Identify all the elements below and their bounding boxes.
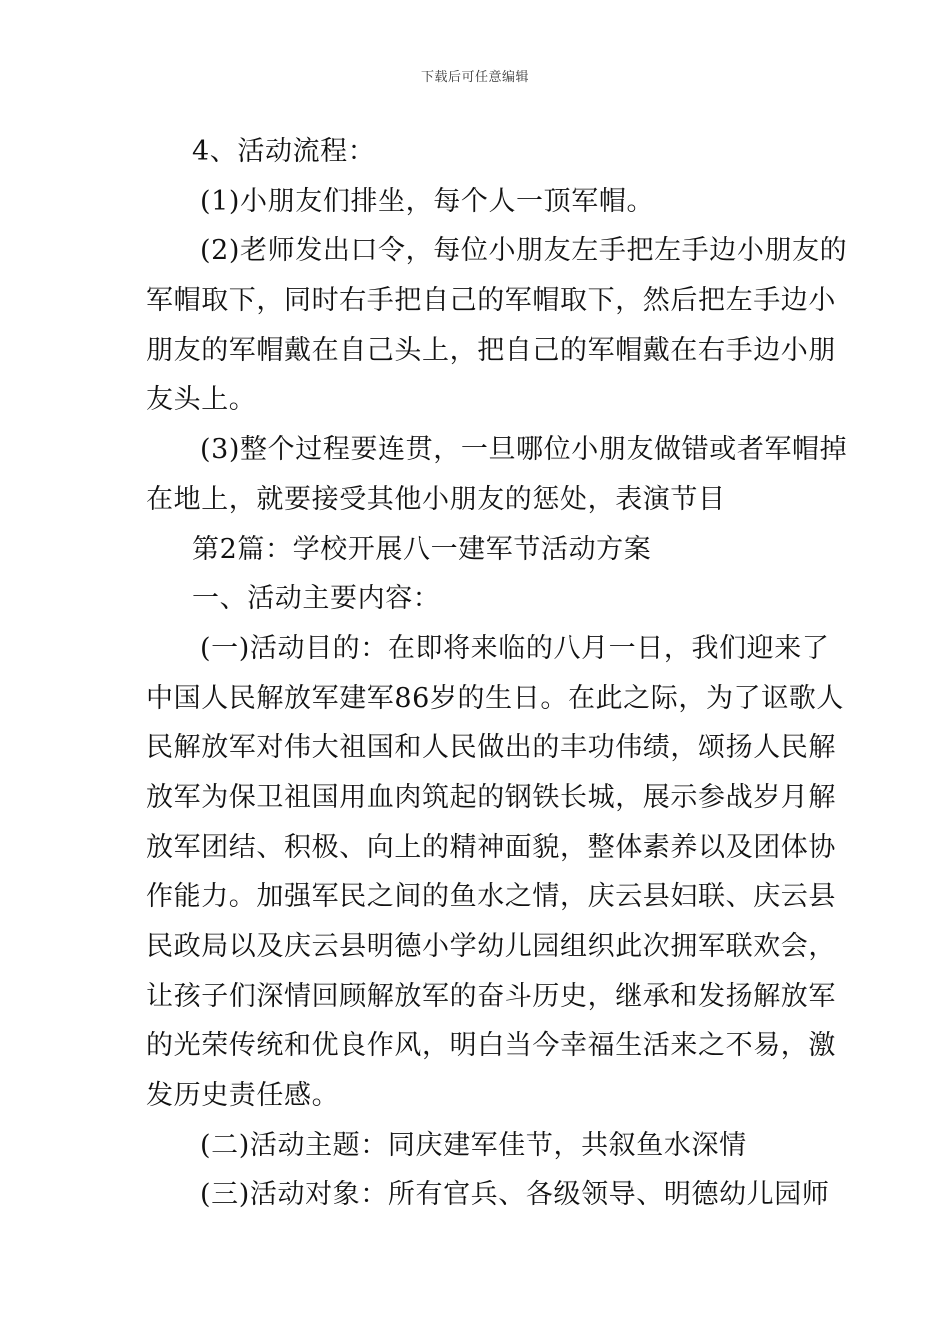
text-line: (3)整个过程要连贯，一旦哪位小朋友做错或者军帽掉 [200,434,848,466]
text-line: 军帽取下，同时右手把自己的军帽取下，然后把左手边小 [146,285,836,317]
text-line: (三)活动对象：所有官兵、各级领导、明德幼儿园师 [200,1179,830,1211]
text-line: 民解放军对伟大祖国和人民做出的丰功伟绩，颂扬人民解 [146,732,836,764]
text-line: 放军为保卫祖国用血肉筑起的钢铁长城，展示参战岁月解 [146,781,836,813]
text-line: 民政局以及庆云县明德小学幼儿园组织此次拥军联欢会， [146,931,836,962]
text-line: 中国人民解放军建军86岁的生日。在此之际，为了讴歌人 [146,682,844,714]
text-line: 在地上，就要接受其他小朋友的惩处，表演节目 [146,483,726,515]
text-line: 友头上。 [146,384,257,416]
text-line: (一)活动目的：在即将来临的八月一日，我们迎来了 [200,632,830,664]
text-line: (1)小朋友们排坐，每个人一顶军帽。 [200,185,655,217]
text-line: 作能力。加强军民之间的鱼水之情，庆云县妇联、庆云县 [146,881,836,913]
text-line: 放军团结、积极、向上的精神面貌，整体素养以及团体协 [146,831,836,863]
text-line: (二)活动主题：同庆建军佳节，共叙鱼水深情 [200,1129,747,1161]
text-line: 让孩子们深情回顾解放军的奋斗历史，继承和发扬解放军 [146,980,836,1012]
text-line: (2)老师发出口令，每位小朋友左手把左手边小朋友的 [200,235,848,267]
text-line: 朋友的军帽戴在自己头上，把自己的军帽戴在右手边小朋 [146,334,836,366]
page-header: 下载后可任意编辑 [420,70,529,85]
document-body [146,127,848,1220]
section-heading: 第2篇：学校开展八一建军节活动方案 [192,533,652,565]
text-line: 发历史责任感。 [146,1080,340,1112]
text-line: 4、活动流程： [192,136,376,167]
subsection-heading: 一、活动主要内容： [192,583,441,615]
text-line: 的光荣传统和优良作风，明白当今幸福生活来之不易，激 [146,1030,836,1062]
